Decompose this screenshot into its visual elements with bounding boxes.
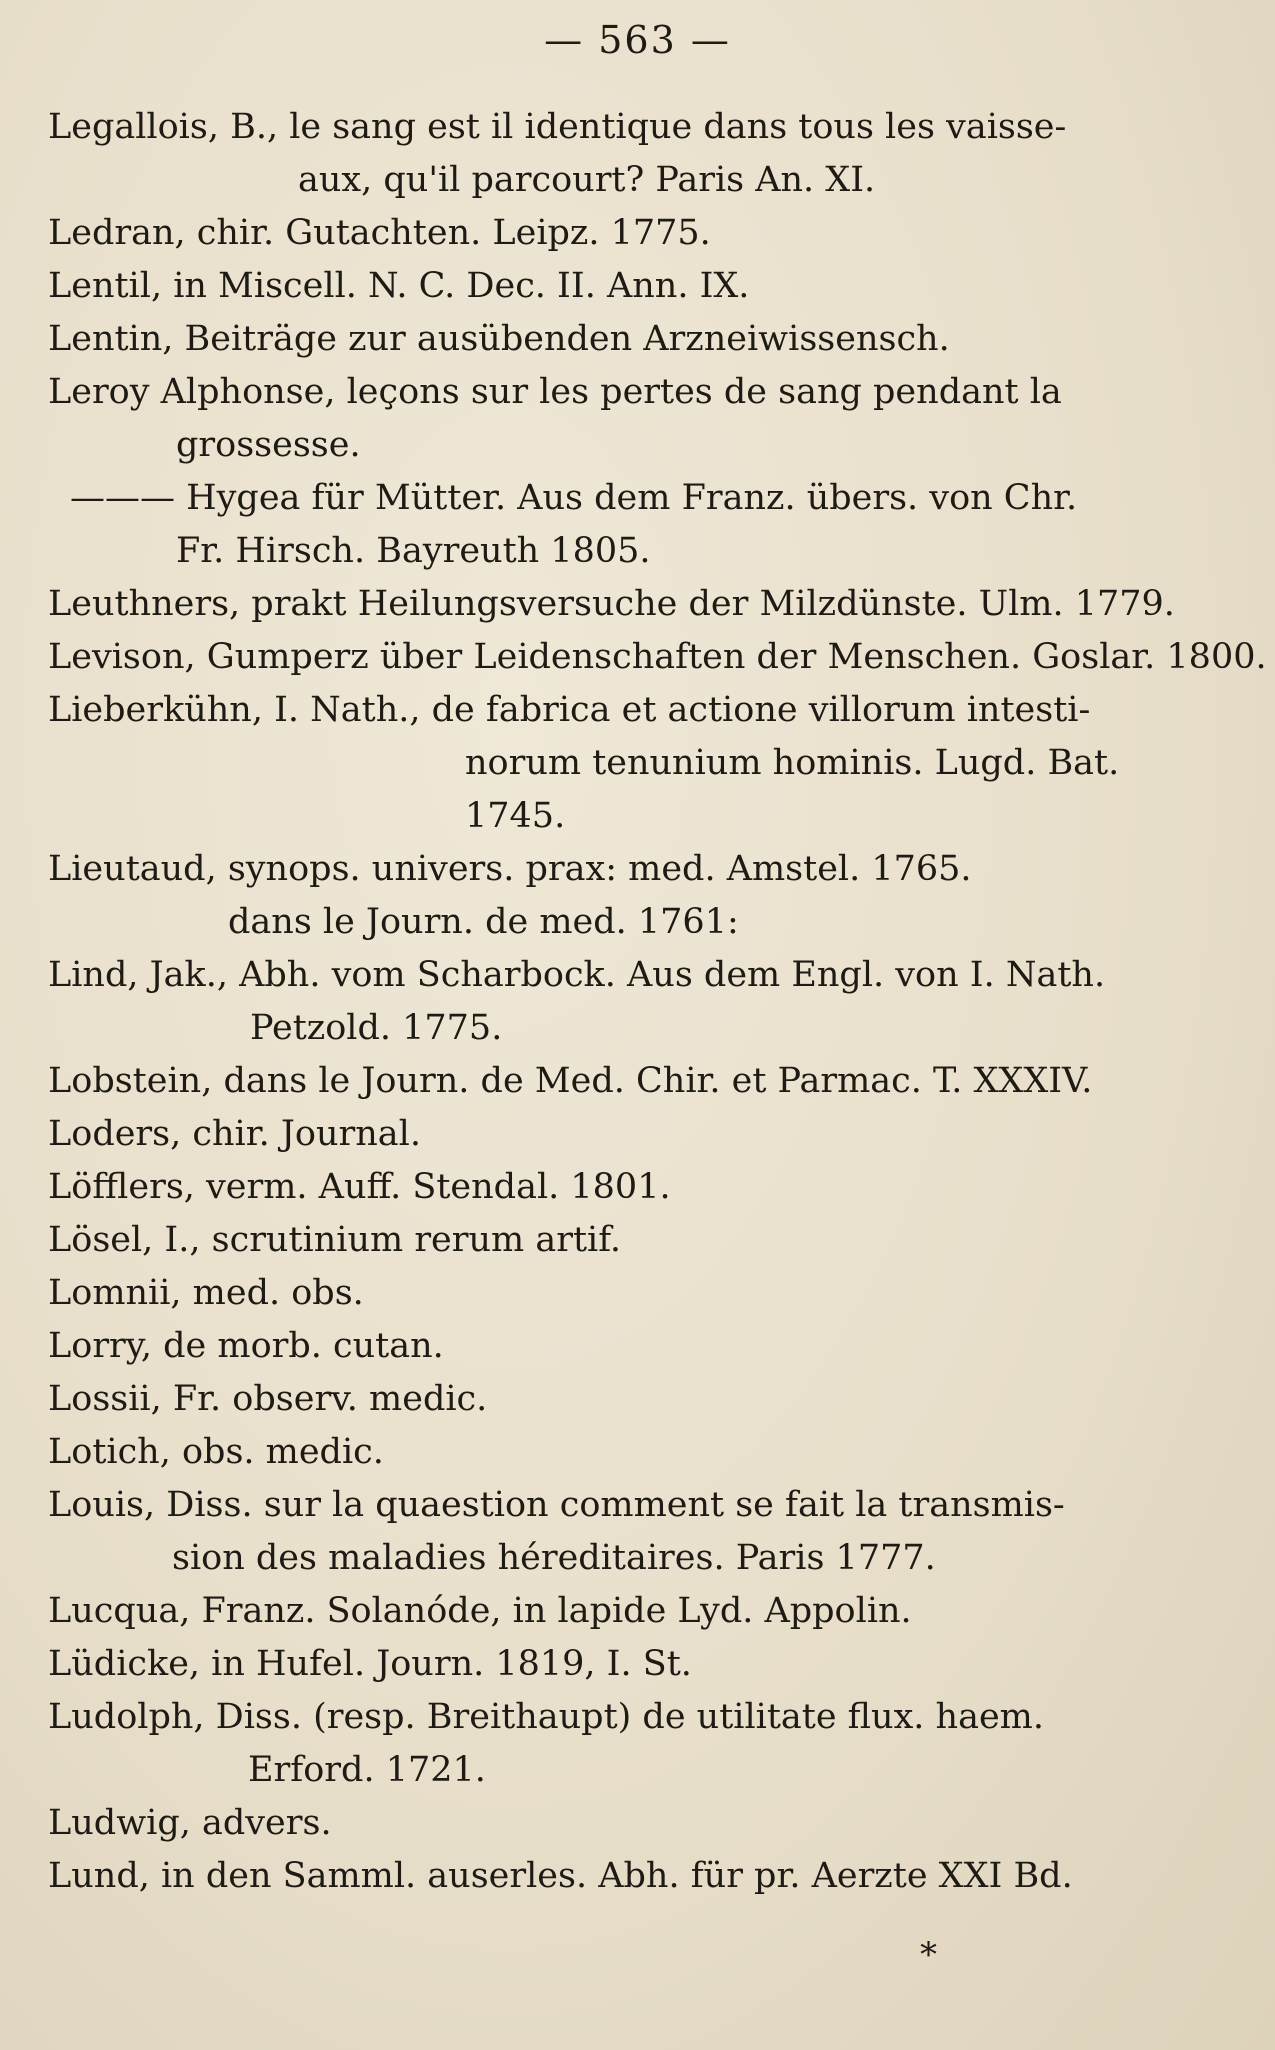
entry-line: Lentin, Beiträge zur ausübenden Arzneiwissensch.	[48, 319, 950, 359]
entry-line: Lösel, I., scrutinium rerum artif.	[48, 1220, 622, 1260]
entry-line: Lossii, Fr. observ. medic.	[48, 1379, 488, 1419]
entry-line: Lentil, in Miscell. N. C. Dec. II. Ann. IX.	[48, 266, 750, 306]
entry-line: Fr. Hirsch. Bayreuth 1805.	[176, 531, 651, 571]
page-number: — 563 —	[544, 18, 731, 62]
entry-line: norum tenunium hominis. Lugd. Bat.	[465, 743, 1120, 783]
entry-line: Legallois, B., le sang est il identique dans tous les vaisse-	[48, 107, 1067, 147]
entry-line: Lobstein, dans le Journ. de Med. Chir. et Parmac. T. XXXIV.	[48, 1061, 1093, 1101]
entry-line: Ludwig, advers.	[48, 1803, 332, 1843]
entry-line: Lind, Jak., Abh. vom Scharbock. Aus dem Engl. von I. Nath.	[48, 955, 1106, 995]
asterisk-mark: *	[920, 1935, 937, 1975]
entry-line: Ledran, chir. Gutachten. Leipz. 1775.	[48, 213, 711, 253]
entry-line: Erford. 1721.	[248, 1750, 486, 1790]
entry-line: Ludolph, Diss. (resp. Breithaupt) de utilitate flux. haem.	[48, 1697, 1044, 1737]
entry-line: Lund, in den Samml. auserles. Abh. für pr. Aerzte XXI Bd.	[48, 1856, 1073, 1896]
entry-line: Lotich, obs. medic.	[48, 1432, 384, 1472]
entry-line: Petzold. 1775.	[250, 1008, 503, 1048]
entry-line: Lorry, de morb. cutan.	[48, 1326, 444, 1366]
entry-line: Levison, Gumperz über Leidenschaften der Menschen. Goslar. 1800.	[48, 637, 1267, 677]
entry-line: Lomnii, med. obs.	[48, 1273, 364, 1313]
entry-line: Lüdicke, in Hufel. Journ. 1819, I. St.	[48, 1644, 692, 1684]
entry-line: Leuthners, prakt Heilungsversuche der Milzdünste. Ulm. 1779.	[48, 584, 1175, 624]
entry-line: 1745.	[465, 796, 566, 836]
entry-line: Löfflers, verm. Auff. Stendal. 1801.	[48, 1167, 671, 1207]
entry-line: Louis, Diss. sur la quaestion comment se fait la transmis-	[48, 1485, 1065, 1525]
entry-line: Loders, chir. Journal.	[48, 1114, 421, 1154]
entry-line: grossesse.	[176, 425, 361, 465]
entry-line: ——— Hygea für Mütter. Aus dem Franz. übers. von Chr.	[70, 478, 1078, 518]
entry-line: dans le Journ. de med. 1761:	[228, 902, 739, 942]
entry-line: aux, qu'il parcourt? Paris An. XI.	[298, 160, 876, 200]
entry-line: Lieutaud, synops. univers. prax: med. Amstel. 1765.	[48, 849, 972, 889]
entry-line: sion des maladies héreditaires. Paris 1777.	[172, 1538, 936, 1578]
entry-line: Lieberkühn, I. Nath., de fabrica et actione villorum intesti-	[48, 690, 1091, 730]
entry-line: Lucqua, Franz. Solanóde, in lapide Lyd. Appolin.	[48, 1591, 912, 1631]
entry-line: Leroy Alphonse, leçons sur les pertes de sang pendant la	[48, 372, 1062, 412]
